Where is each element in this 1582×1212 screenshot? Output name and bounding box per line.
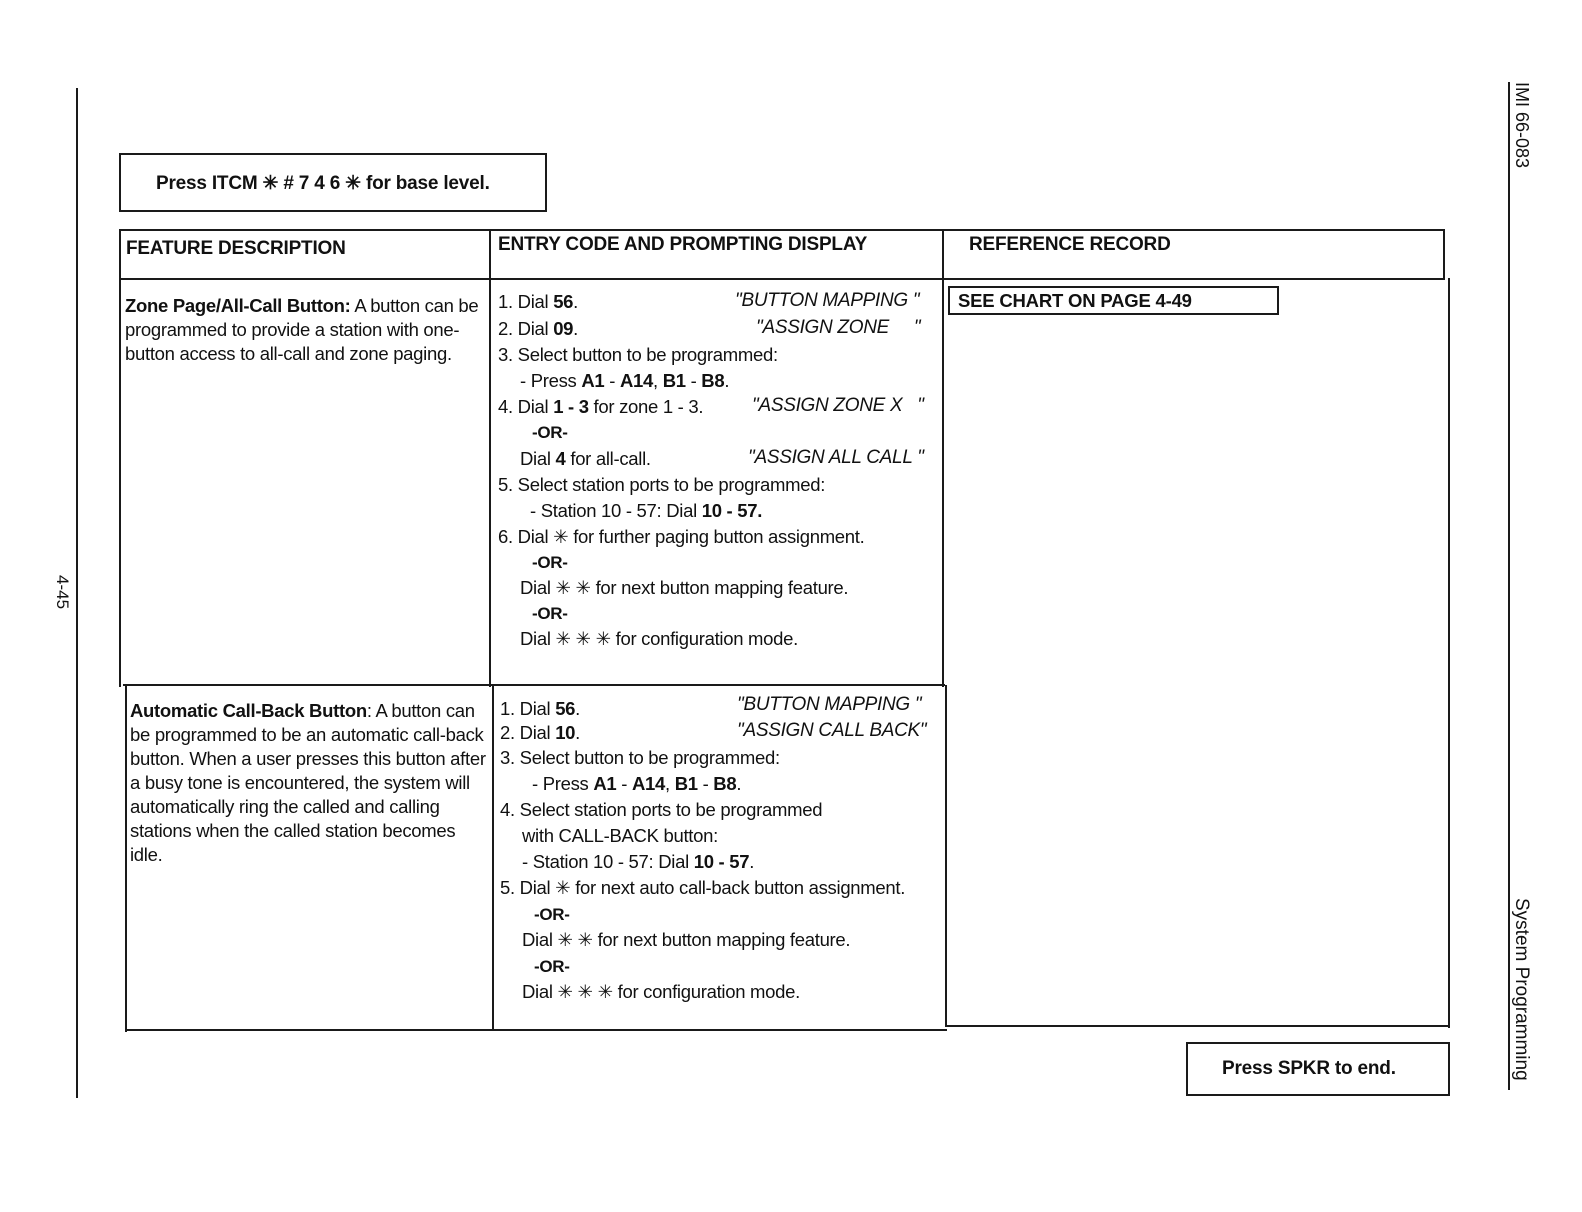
row2-step2-display: "ASSIGN CALL BACK" — [737, 720, 927, 741]
row1-step4b: Dial 4 for all-call. — [520, 448, 651, 469]
row-divider — [123, 684, 945, 686]
row2-step4c: - Station 10 - 57: Dial 10 - 57. — [522, 851, 755, 872]
row2-step5c: Dial ✳ ✳ ✳ for configuration mode. — [522, 981, 800, 1002]
row1-step6c: Dial ✳ ✳ ✳ for configuration mode. — [520, 628, 798, 649]
doc-id: IMI 66-083 — [1512, 82, 1532, 169]
row1-or3: -OR- — [532, 604, 568, 623]
row1-step2-display: "ASSIGN ZONE " — [756, 317, 921, 338]
row1-step6: 6. Dial ✳ for further paging button assignment. — [498, 526, 865, 547]
start-instruction-box — [119, 153, 547, 212]
row2-desc-text: : A button can be programmed to be an automatic call-back button. When a user presses this button after a busy tone is encountered, the system will automatically ring the called and calling stations when the called station becomes idle. — [130, 700, 486, 865]
row2-step5b: Dial ✳ ✳ for next button mapping feature. — [522, 929, 851, 950]
col-divider-1 — [489, 229, 491, 687]
header-entry-code: ENTRY CODE AND PROMPTING DISPLAY — [498, 234, 868, 255]
page-number: 4-45 — [53, 575, 72, 610]
row1-step4b-display: "ASSIGN ALL CALL " — [748, 447, 924, 468]
row1-step6b: Dial ✳ ✳ for next button mapping feature. — [520, 577, 849, 598]
table-top-rule — [119, 229, 1445, 231]
col-divider-1-lower — [492, 685, 494, 1030]
row2-title: Automatic Call-Back Button — [130, 700, 367, 721]
table-right-rule — [1443, 229, 1445, 279]
reference-note-box — [948, 286, 1279, 315]
header-reference-record: REFERENCE RECORD — [969, 234, 1171, 255]
row1-description — [125, 294, 485, 366]
col-divider-2-lower — [945, 685, 947, 1027]
table-left-rule-bottom — [125, 685, 127, 1032]
row2-step3a: - Press A1 - A14, B1 - B8. — [532, 773, 742, 794]
start-instruction: Press ITCM ✳ # 7 4 6 ✳ for base level. — [156, 173, 490, 194]
row1-step1: 1. Dial 56. — [498, 291, 579, 312]
row2-or2: -OR- — [534, 957, 570, 976]
row2-step4: 4. Select station ports to be programmed — [500, 799, 823, 820]
row2-or1: -OR- — [534, 905, 570, 924]
row2-step3: 3. Select button to be programmed: — [500, 747, 780, 768]
row1-step4-display: "ASSIGN ZONE X " — [752, 395, 924, 416]
table-bottom-rule-right — [945, 1025, 1450, 1027]
table-right-rule-lower — [1448, 278, 1450, 1028]
row1-or1: -OR- — [532, 423, 568, 442]
reference-note: SEE CHART ON PAGE 4-49 — [958, 290, 1192, 311]
row1-step5a: - Station 10 - 57: Dial 10 - 57. — [530, 500, 763, 521]
table-header-rule — [119, 278, 1445, 280]
row1-step5: 5. Select station ports to be programmed: — [498, 474, 826, 495]
left-margin-rule — [76, 88, 78, 1098]
row2-step1: 1. Dial 56. — [500, 698, 581, 719]
row2-step4b: with CALL-BACK button: — [522, 825, 718, 846]
header-feature-description: FEATURE DESCRIPTION — [126, 238, 346, 259]
end-instruction-box — [1186, 1042, 1450, 1096]
row1-title: Zone Page/All-Call Button: — [125, 295, 351, 316]
row2-step5: 5. Dial ✳ for next auto call-back button assignment. — [500, 877, 906, 898]
row2-step1-display: "BUTTON MAPPING " — [737, 694, 922, 715]
row2-description — [130, 699, 490, 867]
end-instruction: Press SPKR to end. — [1222, 1058, 1396, 1079]
section-title: System Programming — [1511, 898, 1532, 1081]
row1-step3: 3. Select button to be programmed: — [498, 344, 778, 365]
row1-step2: 2. Dial 09. — [498, 318, 579, 339]
table-left-rule-top — [119, 229, 121, 687]
row1-step1-display: "BUTTON MAPPING " — [735, 290, 920, 311]
row1-or2: -OR- — [532, 553, 568, 572]
row2-step2: 2. Dial 10. — [500, 722, 581, 743]
row1-step4: 4. Dial 1 - 3 for zone 1 - 3. — [498, 396, 704, 417]
col-divider-2 — [942, 229, 944, 687]
table-bottom-rule — [125, 1029, 947, 1031]
row1-step3a: - Press A1 - A14, B1 - B8. — [520, 370, 730, 391]
row1-desc-text: A button can be programmed to provide a station with one-button access to all-call and zone paging. — [125, 295, 479, 364]
